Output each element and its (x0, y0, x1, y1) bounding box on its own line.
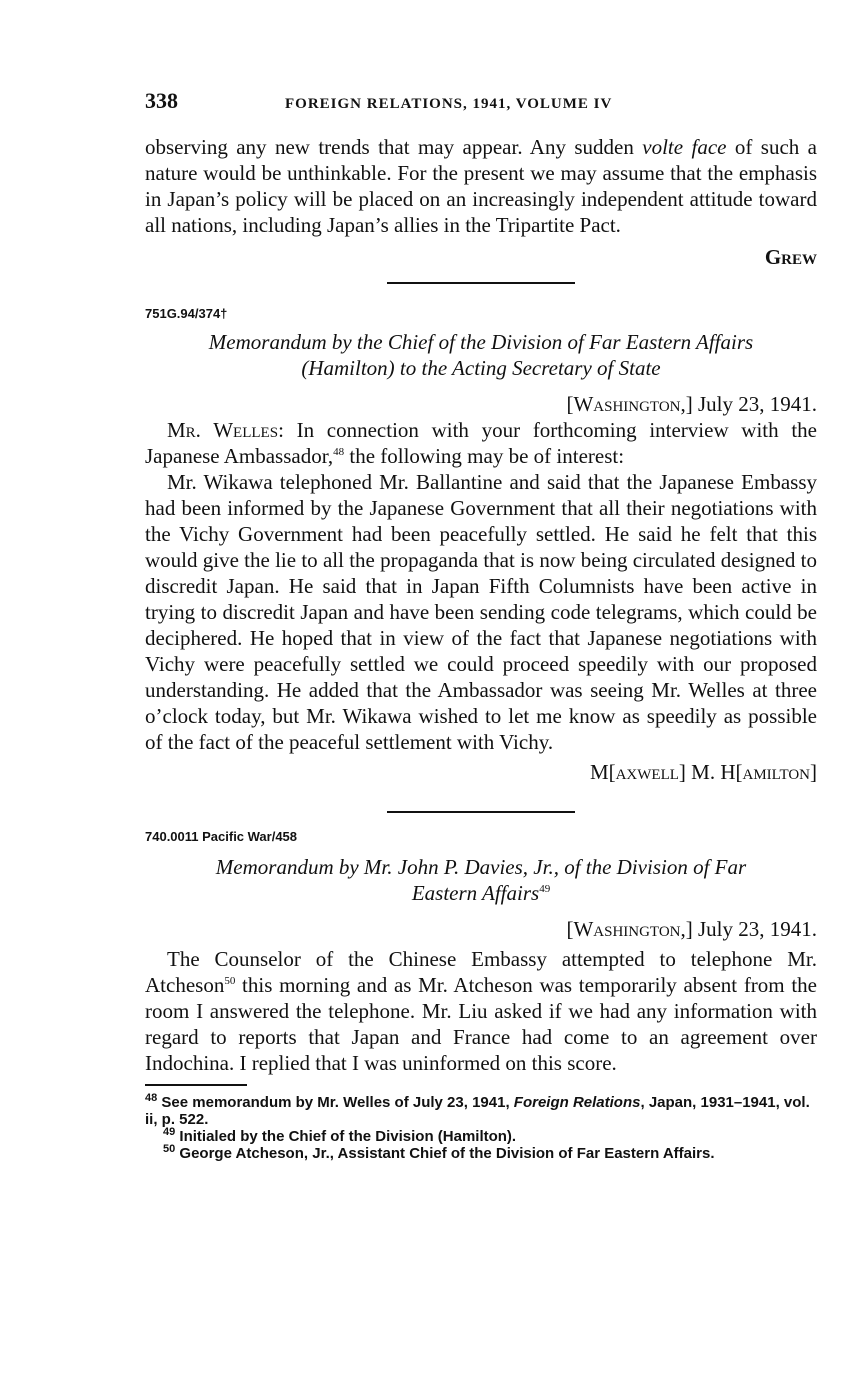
doc1-file-number: 751G.94/374† (145, 306, 228, 321)
footnote-48-text-b: , Japan, 1931–1941, vol. ii, p. 522. (145, 1094, 810, 1128)
footnote-50-text: George Atcheson, Jr., Assistant Chief of the Division of Far Eastern Affairs. (175, 1145, 715, 1162)
page-header (145, 88, 817, 120)
doc1-title-line2: (Hamilton) to the Acting Secretary of State (301, 356, 661, 380)
footnote-50 (145, 1145, 817, 1162)
footnote-49 (145, 1128, 817, 1145)
doc1-paragraph-2: Mr. Wikawa telephoned Mr. Ballantine and said that the Japanese Embassy had been informed by the Japanese Government that all their negotiations with the Vichy Government had been peacefully settled. He said he felt that this would give the lie to all the propaganda that is now being circulated designed to discredit Japan. He said that in Japan Fifth Columnists have been active in trying to discredit Japan and have been sending code telegrams, which could be deciphered. He hoped that in view of the fact that Japanese negotiations with Vichy were peacefully settled we could proceed speedily with our proposed understanding. He added that the Ambassador was seeing Mr. Welles at three o’clock today, but Mr. Wikawa wished to let me know as speedily as possible of the fact of the peaceful settlement with Vichy. (145, 470, 817, 754)
doc2-p1-text-b: this morning and as Mr. Atcheson was temporarily absent from the room I answered the telephone. Mr. Liu asked if we had any information with regard to reports that Japan and France had come to an agreement over Indochina. I replied that I was uninformed on this score. (145, 973, 817, 1075)
doc2-dateline-date: July 23, 1941. (692, 917, 817, 941)
running-title: FOREIGN RELATIONS, 1941, VOLUME IV (285, 96, 613, 112)
signature-grew: Grew (764, 245, 817, 269)
footnote-mark-48: 48 (145, 1092, 158, 1104)
footnote-ref-49: 49 (539, 883, 551, 895)
doc1-p1-text-b: the following may be of interest: (344, 444, 625, 468)
doc1-dateline-place: [Washington,] (566, 392, 693, 416)
footnote-mark-50: 50 (163, 1143, 176, 1155)
footnote-ref-50: 50 (224, 975, 236, 987)
doc1-signature: M[axwell] M. H[amilton] (589, 760, 817, 784)
footnote-48 (145, 1094, 817, 1128)
continuation-paragraph (145, 134, 817, 238)
doc2-dateline-place: [Washington,] (566, 917, 693, 941)
doc2-title (145, 854, 817, 906)
page-number: 338 (145, 88, 178, 113)
continuation-text-2: of such a nature would be unthinkable. For the present we may assume that the emphasis in Japan’s policy will be placed on an increasingly independent attitude toward all nations, including Japan’s allies in the Tripartite Pact. (145, 135, 818, 237)
footnote-49-text: Initialed by the Chief of the Division (Hamilton). (175, 1128, 517, 1145)
footnote-ref-48: 48 (333, 446, 345, 458)
doc2-paragraph-1 (145, 946, 817, 1076)
doc1-addressee: Mr. Welles (167, 418, 279, 442)
continuation-italic: volte face (642, 135, 727, 159)
doc1-p1-text-a: : In connection with your forthcoming interview with the Japanese Ambassador, (145, 418, 817, 468)
document-page (145, 88, 817, 1162)
doc1-paragraph-1 (145, 417, 817, 469)
doc2-dateline (145, 916, 817, 942)
continuation-text-1: observing any new trends that may appear. Any sudden (145, 135, 643, 159)
doc2-file-number: 740.0011 Pacific War/458 (145, 829, 298, 844)
doc1-title-line1: Memorandum by the Chief of the Division of Far Eastern Affairs (208, 330, 754, 354)
doc2-title-line1: Memorandum by Mr. John P. Davies, Jr., of the Division of Far (215, 855, 747, 879)
doc1-dateline (145, 391, 817, 417)
doc2-title-line2: Eastern Affairs (411, 881, 540, 905)
doc2-p1-text-a: The Counselor of the Chinese Embassy attempted to telephone Mr. Atcheson (145, 947, 817, 997)
footnote-mark-49: 49 (163, 1126, 176, 1138)
doc1-dateline-date: July 23, 1941. (692, 392, 817, 416)
doc1-title (145, 329, 817, 381)
footnote-48-text-a: See memorandum by Mr. Welles of July 23, 1941, (157, 1094, 514, 1111)
footnote-48-italic: Foreign Relations (513, 1094, 641, 1111)
